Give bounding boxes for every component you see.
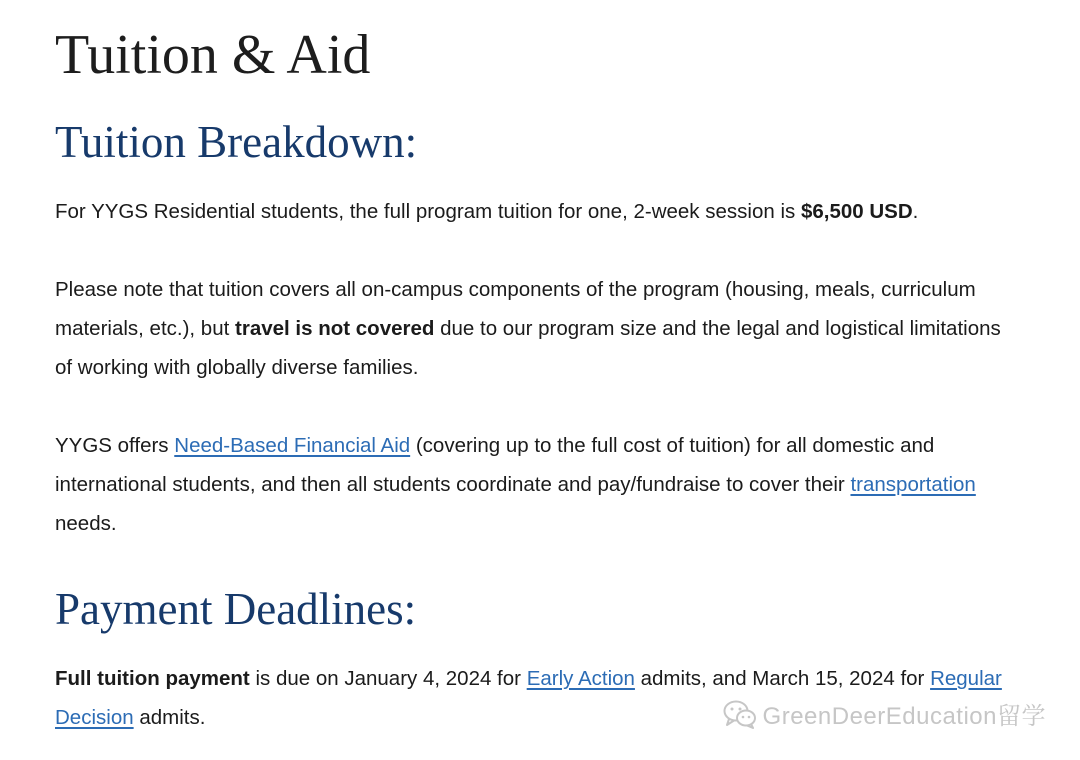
- tuition-amount-value: $6,500 USD: [800, 200, 913, 223]
- page-title: Tuition & Aid: [55, 24, 371, 86]
- financial-aid-middle-text: (covering up to the full cost of tuition) for all domestic and international students, and then all students coordinate and pay/fundraise to cover their: [55, 434, 935, 496]
- travel-not-covered-text: travel is not covered: [235, 317, 435, 340]
- financial-aid-end: needs.: [55, 512, 117, 535]
- financial-aid-text: YYGS offers: [55, 434, 175, 457]
- tuition-coverage-paragraph: [55, 270, 1015, 387]
- need-based-financial-aid-link[interactable]: Need-Based Financial Aid: [174, 434, 411, 457]
- early-action-link[interactable]: Early Action: [526, 667, 635, 690]
- payment-deadline-middle-text: admits, and March 15, 2024 for: [634, 667, 931, 690]
- wechat-icon: [723, 699, 757, 729]
- tuition-breakdown-heading: Tuition Breakdown:: [55, 117, 418, 167]
- tuition-amount-paragraph: [55, 192, 1015, 231]
- regular-decision-link[interactable]: Regular Decision: [55, 667, 1002, 729]
- payment-deadlines-heading: Payment Deadlines:: [55, 584, 417, 634]
- watermark-text: GreenDeerEducation留学: [762, 703, 1046, 730]
- tuition-coverage-end: due to our program size and the legal and logistical limitations of working with globally diverse families.: [55, 317, 1001, 379]
- payment-deadline-end: admits.: [133, 706, 206, 729]
- tuition-coverage-text: Please note that tuition covers all on-campus components of the program (housing, meals, curriculum materials, etc.), but: [55, 278, 976, 340]
- payment-deadline-text: is due on January 4, 2024 for: [249, 667, 527, 690]
- tuition-amount-end: .: [912, 200, 919, 223]
- watermark: [723, 696, 1046, 731]
- full-tuition-payment-text: Full tuition payment: [55, 667, 250, 690]
- tuition-amount-text: For YYGS Residential students, the full program tuition for one, 2-week session is: [55, 200, 801, 223]
- financial-aid-paragraph: [55, 426, 1015, 543]
- transportation-link[interactable]: transportation: [850, 473, 976, 496]
